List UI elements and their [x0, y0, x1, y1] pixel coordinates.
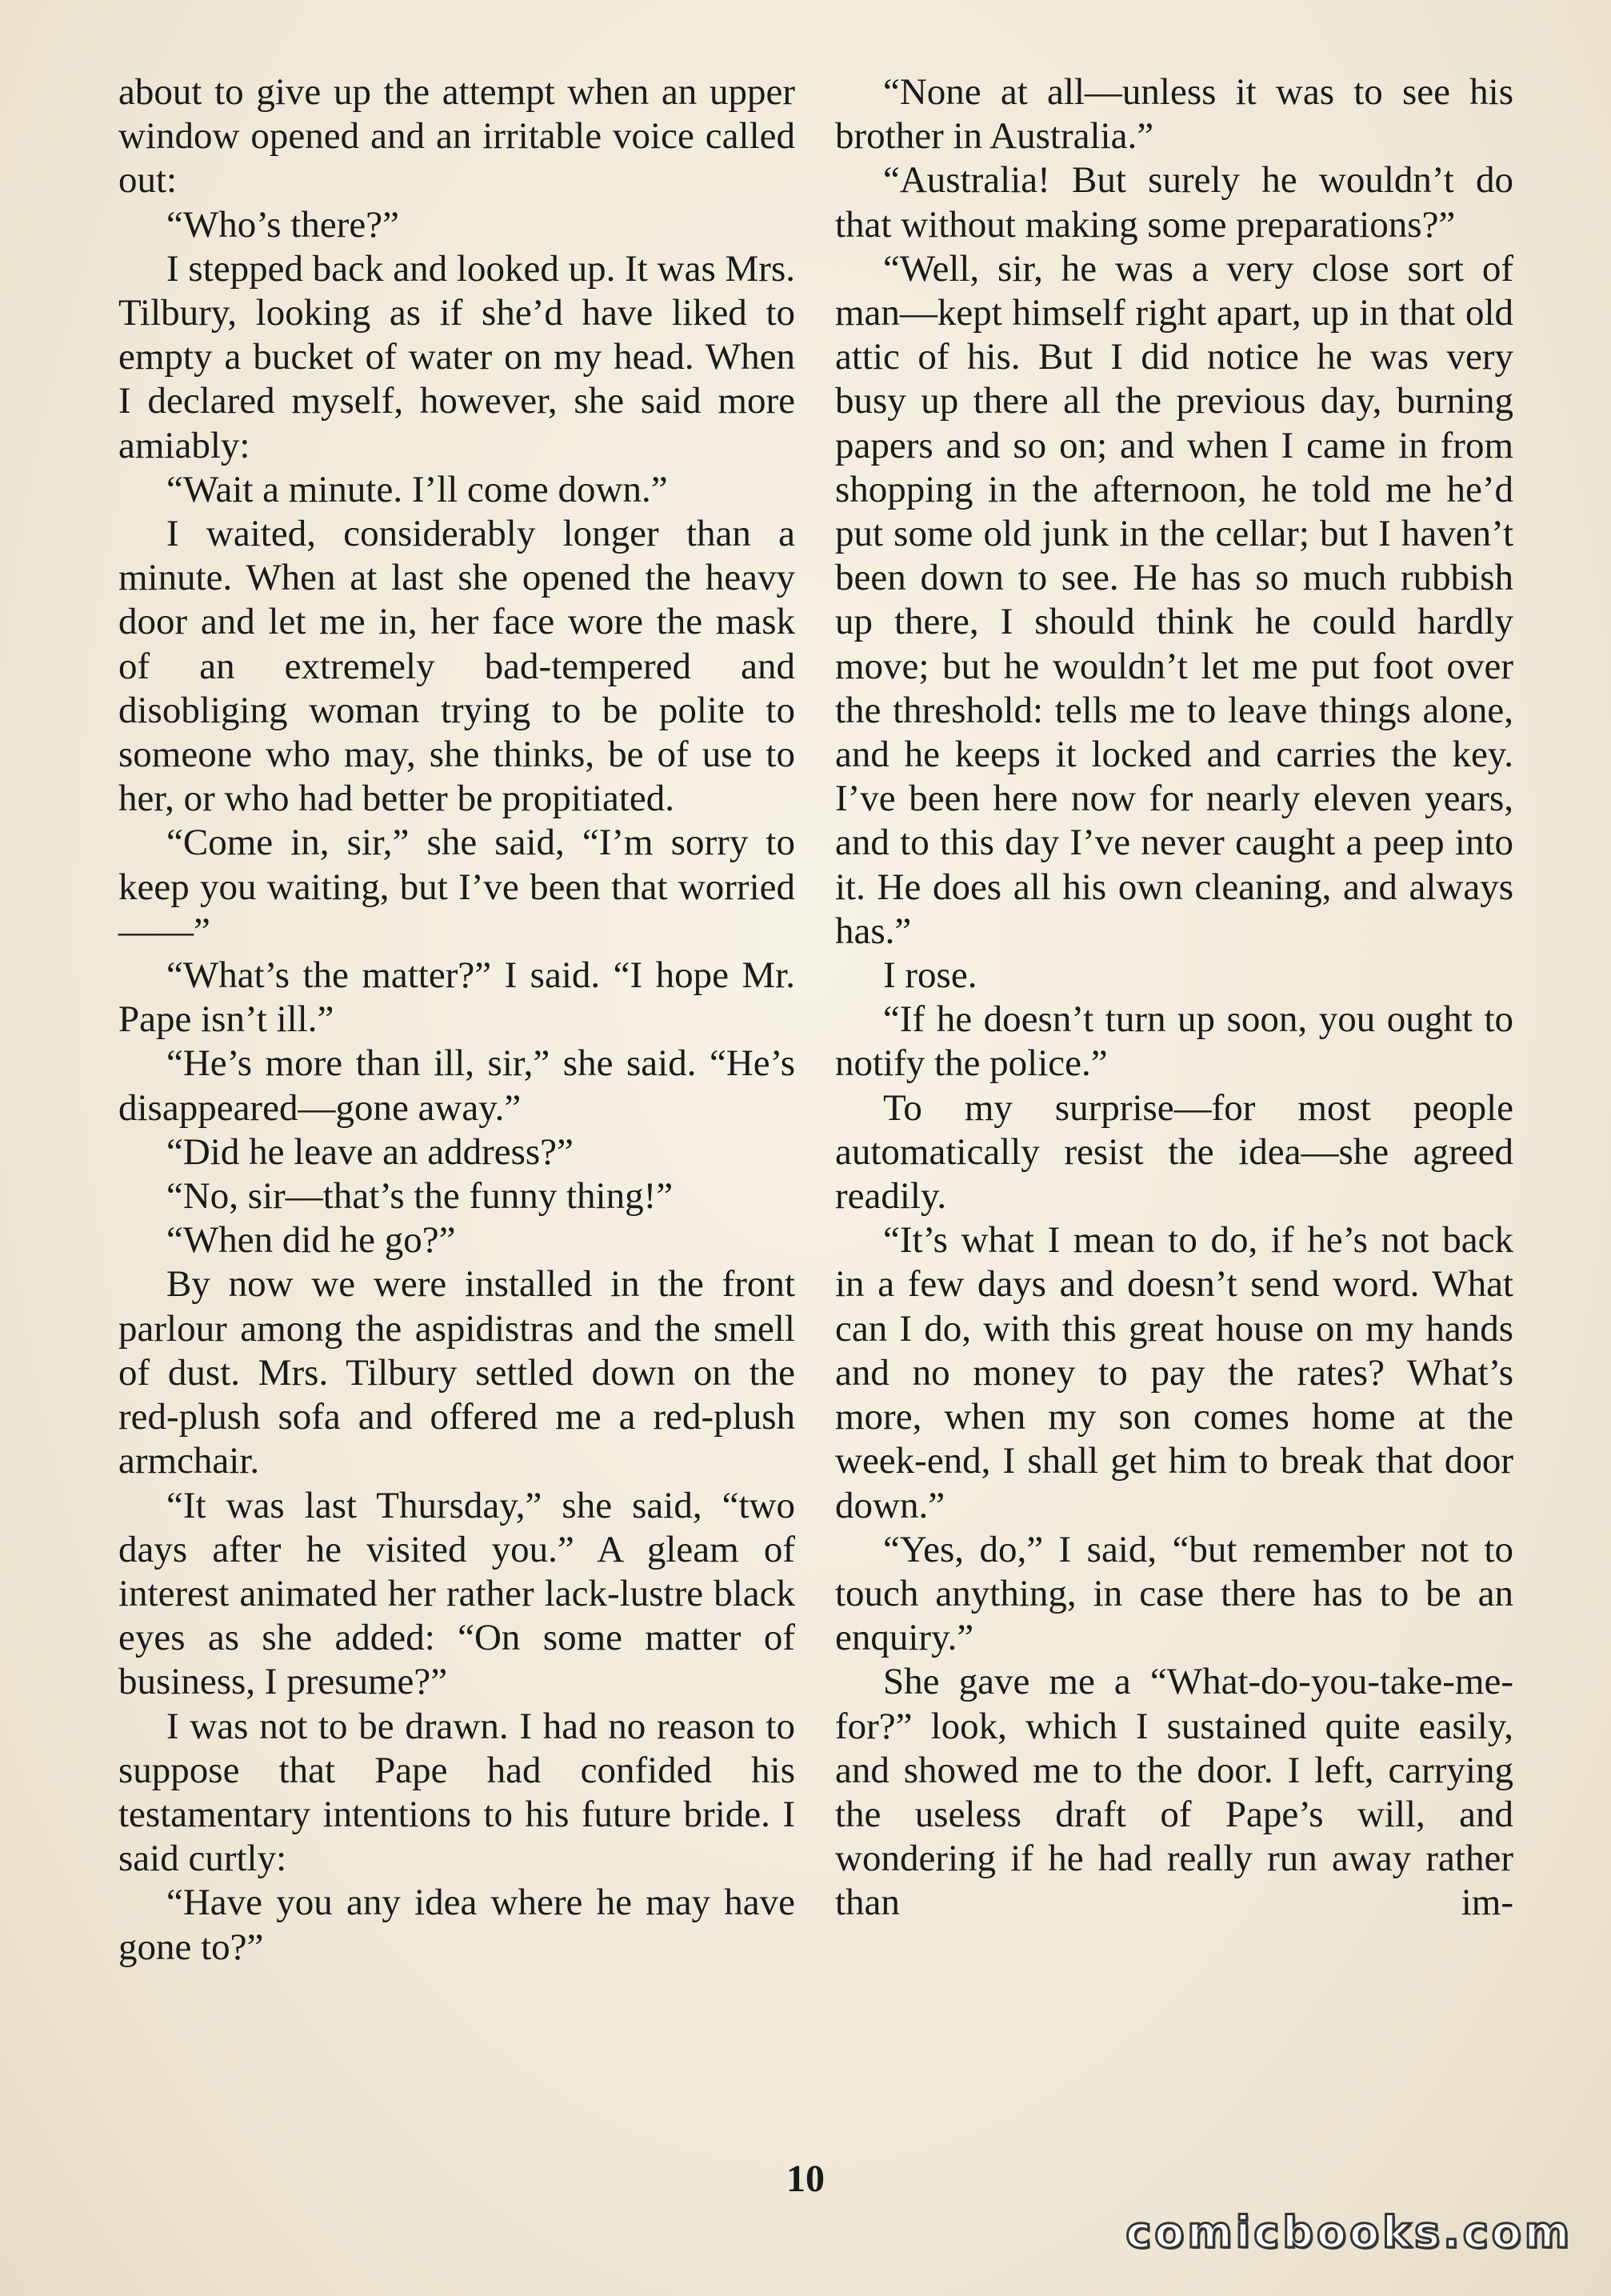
paragraph: She gave me a “What-do-you-take-me-for?” look, which I sustained quite easily, and showed me to the door. I left, carrying the useless draft of Pape’s will, and wondering if he had really run away rather than im-: [835, 1661, 1513, 1924]
paragraph: I stepped back and looked up. It was Mrs. Tilbury, looking as if she’d have liked to empty a bucket of water on my head. When I declared myself, however, she said more amiably:: [118, 247, 795, 466]
paragraph: I was not to be drawn. I had no reason to suppose that Pape had confided his testamentary intentions to his future bride. I said curtly:: [118, 1705, 795, 1880]
paragraph: about to give up the attempt when an upper window opened and an irritable voice called out:: [118, 71, 795, 202]
paragraph: “It was last Thursday,” she said, “two days after he visited you.” A gleam of interest animated her rather lack-lustre black eyes as she added: “On some matter of business, I presume?”: [118, 1484, 795, 1703]
paragraph: “None at all—unless it was to see his brother in Australia.”: [835, 71, 1513, 158]
paragraph: “Australia! But surely he wouldn’t do that without making some preparations?”: [835, 159, 1513, 246]
left-column: [118, 70, 795, 1970]
paragraph: “If he doesn’t turn up soon, you ought to notify the police.”: [835, 998, 1513, 1085]
paragraph: “No, sir—that’s the funny thing!”: [166, 1175, 674, 1218]
paragraph: “Well, sir, he was a very close sort of man—kept himself right apart, up in that old attic of his. But I did notice he was very busy up there all the previous day, burning papers and so on; and when I came in from shopping in the afternoon, he told me he’d put some old junk in the cellar; but I haven’t been down to see. He has so much rubbish up there, I should think he could hardly move; but he wouldn’t let me put foot over the threshold: tells me to leave things alone, and he keeps it locked and carries the key. I’ve been here now for nearly eleven years, and to this day I’ve never caught a peep into it. He does all his own cleaning, and always has.”: [835, 247, 1513, 952]
paragraph: “Come in, sir,” she said, “I’m sorry to keep you waiting, but I’ve been that worried——”: [118, 822, 795, 952]
paragraph: By now we were installed in the front parlour among the aspidistras and the smell of dust. Mrs. Tilbury settled down on the red-plush sofa and offered me a red-plush armchair.: [118, 1263, 795, 1482]
paragraph: “Did he leave an address?”: [166, 1130, 574, 1173]
paragraph: “Who’s there?”: [166, 203, 399, 246]
right-column: [835, 70, 1513, 1926]
paragraph: “It’s what I mean to do, if he’s not back in a few days and doesn’t send word. What can I do, with this great house on my hands and no money to pay the rates? What’s more, when my son comes home at the week-end, I shall get him to break that door down.”: [835, 1219, 1513, 1526]
paragraph: “When did he go?”: [166, 1219, 456, 1262]
paragraph: “Have you any idea where he may have gone to?”: [118, 1882, 795, 1968]
watermark: comicbooks.com: [1125, 2207, 1573, 2258]
paragraph: To my surprise—for most people automatically resist the idea—she agreed readily.: [835, 1086, 1513, 1218]
paragraph: “Yes, do,” I said, “but remember not to touch anything, in case there has to be an enquiry.”: [835, 1528, 1513, 1659]
paragraph: I waited, considerably longer than a minute. When at last she opened the heavy door and let me in, her face wore the mask of an extremely bad-tempered and disobliging woman trying to be polite to someone who may, she thinks, be of use to her, or who had better be propitiated.: [118, 513, 795, 820]
paragraph: “Wait a minute. I’ll come down.”: [166, 468, 668, 510]
paragraph: I rose.: [883, 954, 977, 997]
paragraph: “He’s more than ill, sir,” she said. “He’s disappeared—gone away.”: [118, 1042, 795, 1129]
page-number: 10: [786, 2158, 825, 2200]
paragraph: “What’s the matter?” I said. “I hope Mr. Pape isn’t ill.”: [118, 954, 795, 1041]
